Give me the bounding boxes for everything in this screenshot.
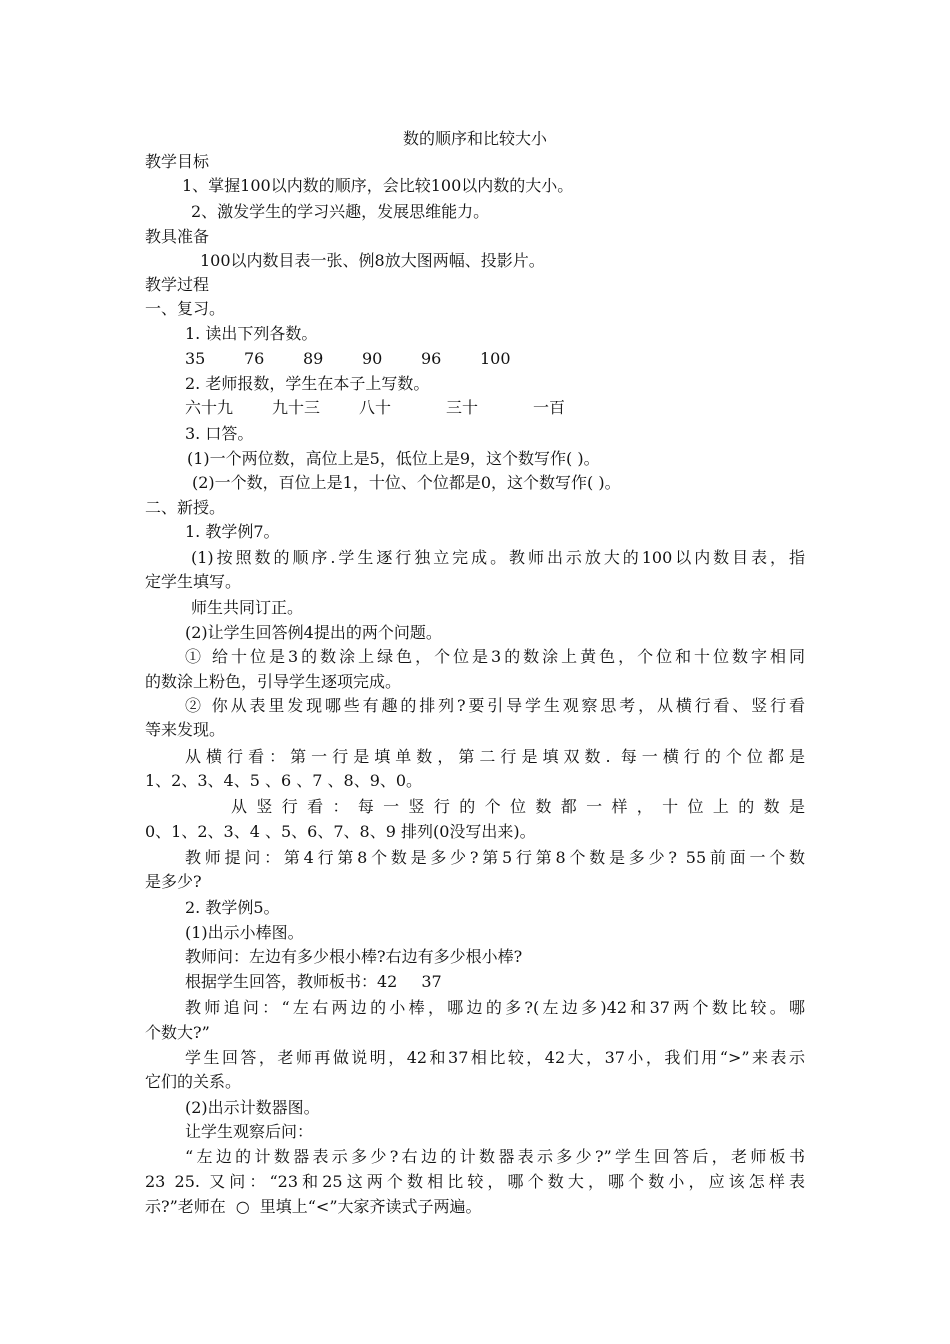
paragraph: 教师提问：第4行第8个数是多少?第5行第8个数是多少? 55前面一个数	[185, 848, 805, 867]
paragraph: “左边的计数器表示多少?右边的计数器表示多少?”学生回答后，老师板书	[185, 1147, 805, 1166]
paragraph: 教师问：左边有多少根小棒?右边有多少根小棒?	[185, 947, 523, 966]
paragraph: (2)出示计数器图。	[185, 1098, 320, 1117]
review-question-2: (2)一个数，百位上是1，十位、个位都是0，这个数写作( )。	[192, 473, 621, 492]
paragraph: ① 给十位是3的数涂上绿色，个位是3的数涂上黄色，个位和十位数字相同	[185, 647, 805, 666]
paragraph	[185, 971, 442, 993]
paragraph: 从横行看：第一行是填单数，第二行是填双数. 每一横行的个位都是	[185, 747, 805, 766]
goal-1: 1、掌握100以内数的顺序，会比较100以内数的大小。	[182, 176, 574, 195]
page-title: 数的顺序和比较大小	[402, 129, 547, 148]
board-number: 37	[421, 972, 442, 991]
process-heading: 教学过程	[145, 275, 210, 294]
paragraph: 从 竖 行 看 ： 每 一 竖 行 的 个 位 数 都 一 样 ， 十 位 上 的 数 是	[231, 797, 805, 816]
chinese-number-item: 九十三	[272, 398, 321, 417]
review-question-1: (1)一个两位数，高位上是5，低位上是9，这个数写作( )。	[187, 449, 600, 468]
goals-heading: 教学目标	[145, 152, 210, 171]
chinese-number-item: 一百	[533, 398, 566, 417]
number-item: 76	[244, 349, 265, 368]
number-item: 90	[362, 349, 383, 368]
paragraph: 等来发现。	[145, 720, 226, 739]
paragraph: 1、2、3、4、5 、6 、7 、8、9、0。	[145, 771, 423, 790]
paragraph: 定学生填写。	[145, 572, 242, 591]
number-item: 100	[480, 349, 511, 368]
paragraph: 个数大?”	[145, 1023, 210, 1042]
goal-2: 2、激发学生的学习兴趣，发展思维能力。	[191, 202, 490, 221]
prep-text: 100以内数目表一张、例8放大图两幅、投影片。	[200, 251, 545, 270]
number-item: 89	[303, 349, 324, 368]
paragraph: (1)按照数的顺序.学生逐行独立完成。教师出示放大的100以内数目表，指	[191, 548, 805, 567]
paragraph: 学生回答，老师再做说明，42和37相比较，42大，37小，我们用“>”来表示	[185, 1048, 805, 1067]
review-item-1: 1. 读出下列各数。	[185, 324, 318, 343]
paragraph: 师生共同订正。	[191, 598, 304, 617]
new-lesson-heading: 二、新授。	[145, 498, 226, 517]
paragraph: 0、1、2、3、4 、5、6、7、8、9 排列(0没写出来)。	[145, 822, 536, 841]
paragraph: ② 你从表里发现哪些有趣的排列?要引导学生观察思考，从横行看、竖行看	[185, 696, 805, 715]
example-5-heading: 2. 教学例5。	[185, 898, 280, 917]
paragraph: 的数涂上粉色，引导学生逐项完成。	[145, 672, 402, 691]
text-segment: 示?”老师在	[145, 1197, 226, 1216]
chinese-number-item: 三十	[446, 398, 479, 417]
paragraph: 教师追问：“左右两边的小棒，哪边的多?(左边多)42和37两个数比较。哪	[185, 998, 805, 1017]
review-item-2: 2. 老师报数，学生在本子上写数。	[185, 374, 430, 393]
paragraph: (1)出示小棒图。	[185, 923, 304, 942]
paragraph: (2)让学生回答例4提出的两个问题。	[185, 623, 442, 642]
paragraph: 是多少?	[145, 872, 202, 891]
chinese-number-item: 八十	[359, 398, 392, 417]
chinese-number-item: 六十九	[185, 398, 234, 417]
number-item: 96	[421, 349, 442, 368]
chinese-number-list	[185, 397, 565, 419]
text-segment: 里填上“<”大家齐读式子两遍。	[259, 1197, 482, 1216]
paragraph	[145, 1196, 482, 1218]
review-heading: 一、复习。	[145, 299, 226, 318]
number-item: 35	[185, 349, 206, 368]
paragraph: 它们的关系。	[145, 1072, 242, 1091]
paragraph: 23 25. 又问：“23和25这两个数相比较，哪个数大，哪个数小，应该怎样表	[145, 1172, 805, 1191]
prep-heading: 教具准备	[145, 227, 210, 246]
paragraph: 让学生观察后问：	[185, 1122, 314, 1141]
review-item-3: 3. 口答。	[185, 424, 254, 443]
example-7-heading: 1. 教学例7。	[185, 522, 280, 541]
board-text: 根据学生回答，教师板书：42	[185, 972, 398, 991]
number-list	[185, 348, 511, 370]
circle-icon: ○	[235, 1197, 250, 1216]
